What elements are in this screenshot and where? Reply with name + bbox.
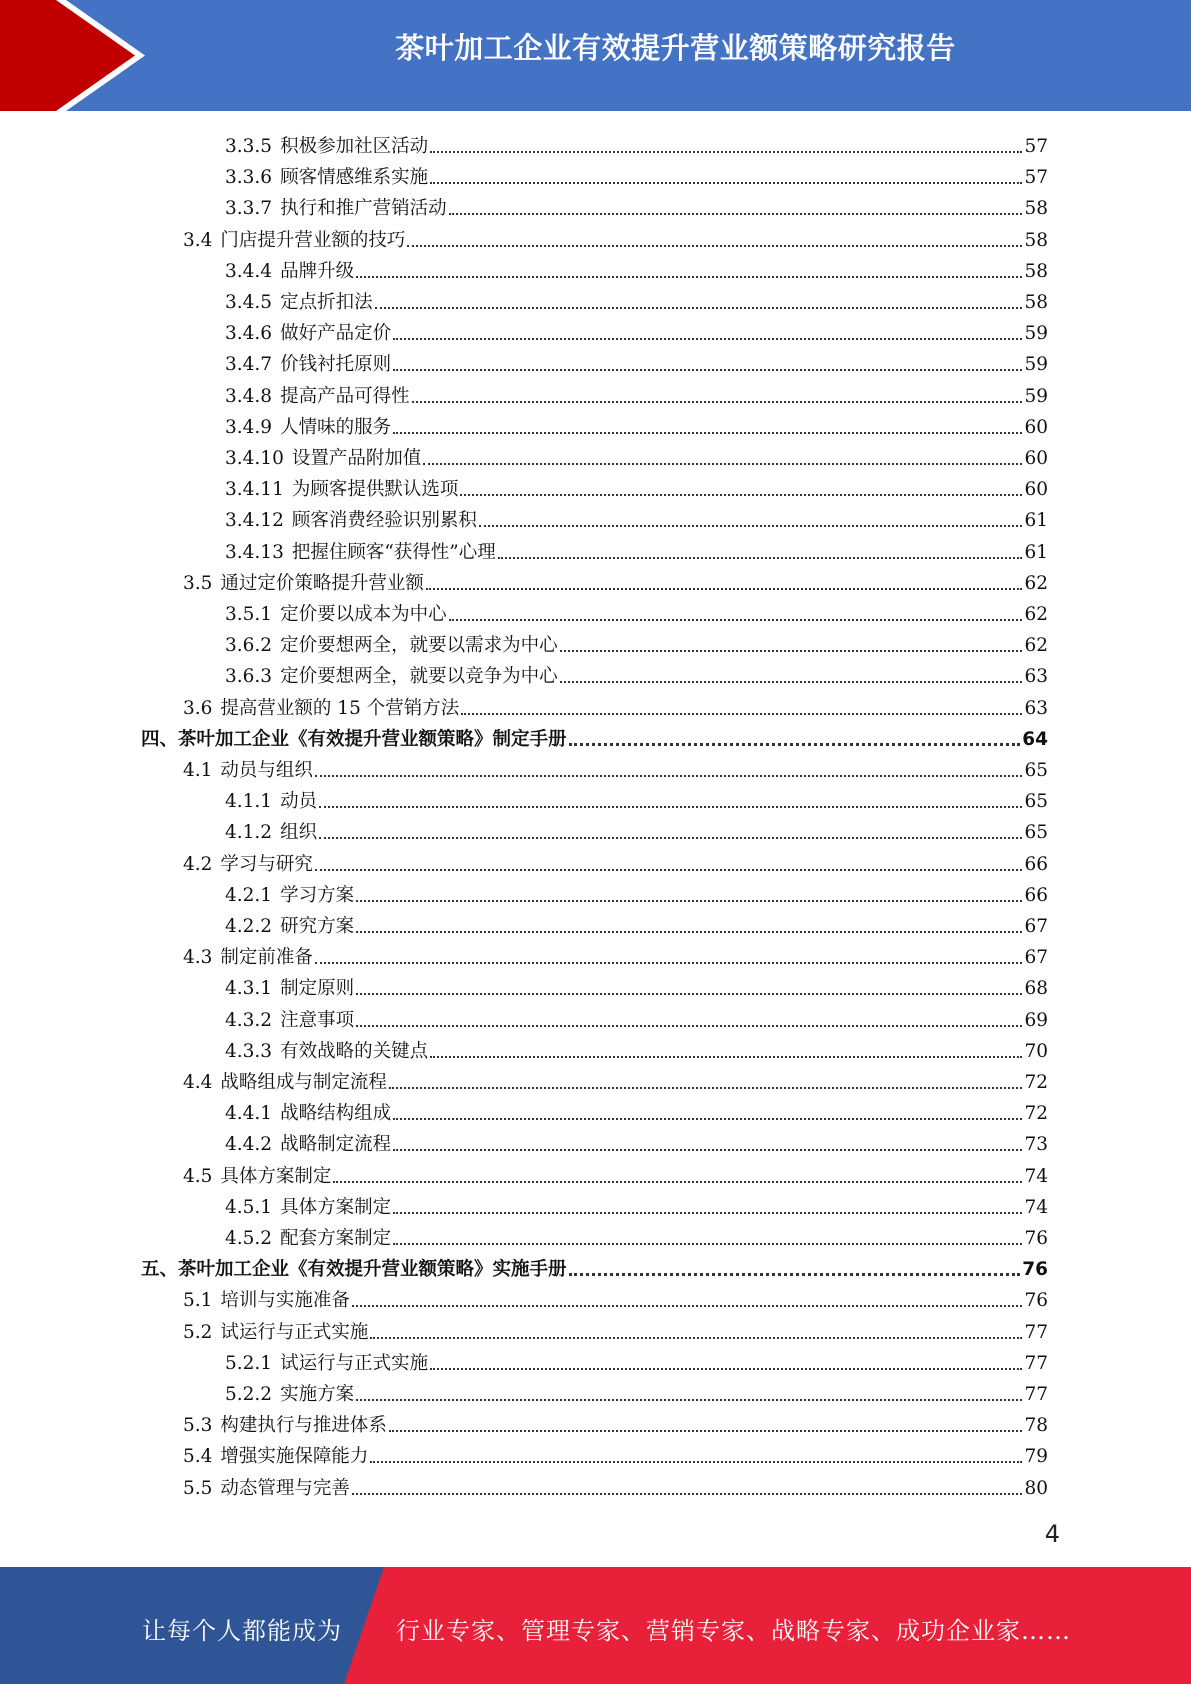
- toc-entry-number: 3.4.13: [225, 541, 284, 563]
- toc-dot-leader: [449, 619, 1023, 621]
- toc-entry-number: 3.6.2: [225, 635, 273, 657]
- toc-entry[interactable]: [183, 1282, 1048, 1312]
- toc-entry-page: 77: [1024, 1352, 1048, 1374]
- toc-entry-title: 注意事项: [280, 1009, 355, 1031]
- toc-entry-number: 5.3: [183, 1415, 213, 1437]
- toc-dot-leader: [333, 1181, 1022, 1183]
- toc-entry-title: 执行和推广营销活动: [280, 198, 447, 220]
- toc-dot-leader: [352, 1493, 1023, 1495]
- toc-entry-page: 76: [1024, 1228, 1048, 1249]
- toc-entry-number: 3.3.7: [225, 198, 273, 220]
- toc-dot-leader: [426, 588, 1023, 590]
- toc-entry-page: 60: [1024, 448, 1048, 469]
- toc-entry[interactable]: [183, 222, 1048, 252]
- toc-entry-page: 64: [1022, 728, 1048, 750]
- toc-entry-title: 配套方案制定: [280, 1228, 392, 1249]
- toc-entry[interactable]: [225, 658, 1048, 688]
- toc-entry[interactable]: [183, 1438, 1048, 1468]
- toc-entry-number: 五、: [141, 1259, 179, 1281]
- toc-entry-number: 3.4.10: [225, 448, 284, 469]
- toc-dot-leader: [352, 1305, 1023, 1307]
- toc-entry-number: 3.4: [183, 229, 213, 251]
- toc-dot-leader: [460, 494, 1022, 496]
- toc-entry-title: 构建执行与推进体系: [220, 1415, 387, 1437]
- toc-entry-page: 77: [1024, 1321, 1048, 1343]
- toc-dot-leader: [315, 775, 1023, 777]
- footer-slogan-right: 行业专家、管理专家、营销专家、战略专家、成功企业家……: [396, 1617, 1071, 1645]
- toc-entry-title: 制定前准备: [220, 947, 313, 969]
- toc-entry[interactable]: [183, 846, 1048, 876]
- toc-entry[interactable]: [183, 1314, 1048, 1344]
- toc-entry-page: 57: [1024, 136, 1048, 157]
- toc-entry-number: 3.4.6: [225, 323, 273, 345]
- document-title: 茶叶加工企业有效提升营业额策略研究报告: [395, 31, 956, 65]
- toc-entry-title: 把握住顾客“获得性”心理: [291, 541, 496, 563]
- toc-entry-title: 价钱衬托原则: [280, 354, 392, 376]
- toc-entry[interactable]: [225, 908, 1048, 938]
- toc-entry[interactable]: [225, 783, 1048, 813]
- toc-entry[interactable]: [225, 253, 1048, 283]
- toc-entry-title: 设置产品附加值: [291, 448, 422, 469]
- toc-dot-leader: [430, 151, 1022, 153]
- toc-dot-leader: [569, 1273, 1021, 1276]
- toc-entry-number: 4.3.3: [225, 1040, 273, 1062]
- toc-entry-page: 67: [1024, 947, 1048, 969]
- toc-entry[interactable]: [225, 378, 1048, 408]
- toc-entry-page: 74: [1024, 1196, 1048, 1218]
- toc-entry-title: 组织: [280, 822, 318, 844]
- toc-dot-leader: [356, 276, 1022, 278]
- toc-dot-leader: [389, 1430, 1023, 1432]
- toc-entry-page: 68: [1024, 978, 1048, 1000]
- toc-entry-page: 72: [1024, 1103, 1048, 1125]
- toc-dot-leader: [430, 1056, 1022, 1058]
- toc-entry-number: 5.4: [183, 1446, 213, 1468]
- toc-entry-title: 试运行与正式实施: [220, 1321, 369, 1343]
- toc-entry-page: 77: [1024, 1384, 1048, 1405]
- toc-entry[interactable]: [225, 1376, 1048, 1406]
- toc-entry[interactable]: [183, 565, 1048, 595]
- toc-entry-number: 四、: [141, 728, 179, 750]
- toc-dot-leader: [430, 1368, 1022, 1370]
- toc-dot-leader: [370, 1461, 1022, 1463]
- toc-entry-title: 门店提升营业额的技巧: [220, 229, 406, 251]
- toc-dot-leader: [461, 713, 1022, 715]
- toc-entry-page: 58: [1024, 229, 1048, 251]
- footer-slogan-left: 让每个人都能成为: [142, 1617, 342, 1645]
- toc-entry-title: 实施方案: [280, 1384, 355, 1405]
- toc-entry[interactable]: [225, 814, 1048, 844]
- toc-entry-title: 战略结构组成: [280, 1103, 392, 1125]
- toc-entry-title: 具体方案制定: [220, 1165, 332, 1187]
- toc-entry-page: 62: [1024, 572, 1048, 594]
- toc-entry-number: 3.4.12: [225, 510, 284, 532]
- toc-dot-leader: [393, 1149, 1022, 1151]
- toc-entry-page: 62: [1024, 635, 1048, 657]
- toc-entry-page: 58: [1024, 198, 1048, 220]
- page-number: 4: [1044, 1520, 1060, 1548]
- toc-entry[interactable]: [225, 534, 1048, 564]
- toc-entry-page: 60: [1024, 479, 1048, 501]
- toc-entry-number: 4.3.1: [225, 978, 273, 1000]
- toc-entry-page: 63: [1024, 697, 1048, 719]
- toc-entry-title: 做好产品定价: [280, 323, 392, 345]
- toc-entry-title: 顾客消费经验识别累积: [291, 510, 477, 532]
- toc-entry-page: 76: [1024, 1290, 1048, 1312]
- toc-entry-page: 61: [1024, 541, 1048, 563]
- toc-entry-number: 4.1.2: [225, 822, 273, 844]
- toc-entry-title: 战略制定流程: [280, 1134, 392, 1156]
- toc-dot-leader: [393, 1212, 1022, 1214]
- toc-entry-number: 4.3: [183, 947, 213, 969]
- toc-entry-number: 3.6.3: [225, 666, 273, 688]
- toc-entry-number: 3.4.8: [225, 385, 273, 407]
- toc-entry-number: 3.5.1: [225, 604, 273, 625]
- toc-entry-page: 65: [1024, 791, 1048, 813]
- toc-entry-page: 62: [1024, 604, 1048, 625]
- toc-entry-number: 3.6: [183, 697, 213, 719]
- toc-entry-title: 有效战略的关键点: [280, 1040, 429, 1062]
- toc-entry-number: 4.5: [183, 1165, 213, 1187]
- toc-entry-title: 动态管理与完善: [220, 1477, 350, 1499]
- toc-entry-number: 4.4.1: [225, 1103, 273, 1125]
- toc-dot-leader: [393, 432, 1022, 434]
- toc-entry-number: 4.4.2: [225, 1134, 273, 1156]
- toc-entry-page: 58: [1024, 260, 1048, 282]
- toc-dot-leader: [370, 1337, 1022, 1339]
- toc-entry-page: 76: [1022, 1259, 1048, 1281]
- toc-dot-leader: [569, 743, 1021, 746]
- toc-entry-title: 试运行与正式实施: [280, 1352, 429, 1374]
- toc-entry-title: 通过定价策略提升营业额: [220, 572, 424, 594]
- toc-entry[interactable]: [183, 1064, 1048, 1094]
- toc-entry[interactable]: [183, 752, 1048, 782]
- toc-entry[interactable]: [225, 409, 1048, 439]
- toc-entry-page: 59: [1024, 323, 1048, 345]
- toc-entry[interactable]: [225, 190, 1048, 220]
- toc-entry-title: 茶叶加工企业《有效提升营业额策略》制定手册: [178, 728, 567, 750]
- toc-entry-page: 66: [1024, 884, 1048, 906]
- toc-entry-number: 5.2.1: [225, 1352, 273, 1374]
- toc-entry-title: 人情味的服务: [280, 416, 392, 438]
- toc-dot-leader: [315, 962, 1023, 964]
- toc-entry-number: 5.5: [183, 1477, 213, 1499]
- toc-entry[interactable]: [183, 1470, 1048, 1500]
- toc-entry-number: 3.4.4: [225, 260, 273, 282]
- toc-entry[interactable]: [225, 159, 1048, 189]
- toc-entry-page: 63: [1024, 666, 1048, 688]
- toc-entry-title: 定价要想两全，就要以需求为中心: [280, 635, 558, 657]
- toc-entry-page: 78: [1024, 1415, 1048, 1437]
- toc-entry[interactable]: [141, 1251, 1048, 1281]
- toc-entry-title: 茶叶加工企业《有效提升营业额策略》实施手册: [178, 1259, 567, 1281]
- toc-entry[interactable]: [225, 596, 1048, 626]
- toc-entry-title: 培训与实施准备: [220, 1290, 350, 1312]
- toc-dot-leader: [479, 525, 1023, 527]
- toc-entry-page: 57: [1024, 167, 1048, 189]
- toc-dot-leader: [412, 401, 1023, 403]
- toc-dot-leader: [393, 1118, 1022, 1120]
- toc-dot-leader: [423, 463, 1022, 465]
- toc-entry[interactable]: [225, 1189, 1048, 1219]
- toc-entry[interactable]: [225, 1220, 1048, 1250]
- toc-entry-page: 70: [1024, 1040, 1048, 1062]
- toc-entry-title: 积极参加社区活动: [280, 136, 429, 157]
- toc-entry-number: 3.4.7: [225, 354, 273, 376]
- toc-entry-page: 65: [1024, 760, 1048, 781]
- toc-entry-page: 58: [1024, 292, 1048, 313]
- toc-entry[interactable]: [225, 877, 1048, 907]
- toc-entry[interactable]: [225, 1033, 1048, 1063]
- toc-dot-leader: [393, 338, 1022, 340]
- toc-entry[interactable]: [141, 721, 1048, 751]
- toc-dot-leader: [356, 931, 1022, 933]
- toc-entry[interactable]: [225, 627, 1048, 657]
- toc-dot-leader: [319, 806, 1022, 808]
- toc-entry-title: 战略组成与制定流程: [220, 1072, 387, 1093]
- toc-entry[interactable]: [225, 1126, 1048, 1156]
- toc-entry-number: 5.2.2: [225, 1384, 273, 1405]
- toc-entry[interactable]: [225, 471, 1048, 501]
- toc-entry-title: 增强实施保障能力: [220, 1446, 369, 1468]
- toc-entry-number: 4.5.2: [225, 1228, 273, 1249]
- toc-entry-title: 提高产品可得性: [280, 385, 410, 407]
- toc-entry-page: 59: [1024, 385, 1048, 407]
- toc-entry[interactable]: [225, 440, 1048, 470]
- toc-entry[interactable]: [183, 939, 1048, 969]
- toc-entry-number: 4.1.1: [225, 791, 273, 813]
- toc-entry-title: 为顾客提供默认选项: [291, 479, 459, 501]
- toc-entry[interactable]: [225, 128, 1048, 158]
- toc-entry-page: 60: [1024, 416, 1048, 438]
- toc-entry-number: 4.3.2: [225, 1009, 273, 1031]
- toc-entry-title: 定点折扣法: [280, 292, 373, 313]
- toc-entry-number: 4.2.2: [225, 916, 273, 937]
- toc-dot-leader: [356, 993, 1022, 995]
- toc-entry-title: 动员: [280, 791, 318, 813]
- toc-entry-page: 65: [1024, 822, 1048, 844]
- toc-entry[interactable]: [225, 502, 1048, 532]
- toc-entry[interactable]: [183, 690, 1048, 720]
- toc-entry-title: 定价要以成本为中心: [280, 604, 447, 625]
- toc-entry-page: 72: [1024, 1072, 1048, 1093]
- toc-entry-title: 学习方案: [280, 884, 355, 906]
- toc-dot-leader: [375, 307, 1023, 309]
- toc-dot-leader: [560, 650, 1023, 652]
- toc-entry-page: 67: [1024, 916, 1048, 937]
- toc-entry-page: 69: [1024, 1009, 1048, 1031]
- toc-dot-leader: [356, 900, 1022, 902]
- toc-dot-leader: [393, 1243, 1022, 1245]
- toc-entry-number: 4.2.1: [225, 884, 273, 906]
- toc-entry[interactable]: [225, 1345, 1048, 1375]
- toc-entry-title: 动员与组织: [220, 760, 313, 781]
- page-footer: [0, 1567, 1191, 1684]
- toc-dot-leader: [407, 245, 1022, 247]
- toc-dot-leader: [498, 557, 1023, 559]
- toc-entry-page: 80: [1024, 1477, 1048, 1499]
- toc-entry[interactable]: [183, 1158, 1048, 1188]
- toc-entry[interactable]: [225, 284, 1048, 314]
- toc-entry-title: 品牌升级: [280, 260, 355, 282]
- toc-entry-title: 制定原则: [280, 978, 355, 1000]
- toc-entry[interactable]: [225, 1095, 1048, 1125]
- toc-dot-leader: [560, 681, 1023, 683]
- toc-dot-leader: [430, 182, 1022, 184]
- toc-entry-number: 3.3.6: [225, 167, 273, 189]
- toc-entry-page: 59: [1024, 354, 1048, 376]
- toc-entry[interactable]: [225, 346, 1048, 376]
- toc-entry-page: 79: [1024, 1446, 1048, 1468]
- toc-dot-leader: [393, 369, 1022, 371]
- toc-entry-page: 66: [1024, 853, 1048, 875]
- toc-dot-leader: [356, 1399, 1022, 1401]
- toc-entry-number: 3.4.9: [225, 416, 273, 438]
- toc-entry-number: 4.4: [183, 1072, 213, 1093]
- toc-entry-page: 73: [1024, 1134, 1048, 1156]
- toc-entry-title: 定价要想两全，就要以竞争为中心: [280, 666, 558, 688]
- toc-entry-number: 4.2: [183, 853, 213, 875]
- toc-entry[interactable]: [225, 970, 1048, 1000]
- toc-dot-leader: [356, 1025, 1022, 1027]
- toc-entry-number: 4.5.1: [225, 1196, 273, 1218]
- toc-dot-leader: [449, 213, 1023, 215]
- toc-entry-number: 5.2: [183, 1321, 213, 1343]
- toc-entry-number: 5.1: [183, 1290, 213, 1312]
- toc-dot-leader: [389, 1087, 1023, 1089]
- toc-entry-title: 学习与研究: [220, 853, 313, 875]
- toc-entry-title: 研究方案: [280, 916, 355, 937]
- toc-entry-page: 61: [1024, 510, 1048, 532]
- toc-entry[interactable]: [183, 1407, 1048, 1437]
- toc-entry[interactable]: [225, 315, 1048, 345]
- toc-entry-number: 3.5: [183, 572, 213, 594]
- toc-entry-title: 提高营业额的 15 个营销方法: [220, 697, 460, 719]
- toc-entry-page: 74: [1024, 1165, 1048, 1187]
- toc-entry-number: 3.4.11: [225, 479, 284, 501]
- toc-dot-leader: [315, 869, 1023, 871]
- toc-entry-title: 顾客情感维系实施: [280, 167, 429, 189]
- toc-entry-number: 4.1: [183, 760, 213, 781]
- toc-entry-number: 3.4.5: [225, 292, 273, 313]
- toc-dot-leader: [319, 837, 1022, 839]
- toc-entry-number: 3.3.5: [225, 136, 273, 157]
- toc-entry[interactable]: [225, 1002, 1048, 1032]
- page-header: [0, 0, 1191, 111]
- toc-entry-title: 具体方案制定: [280, 1196, 392, 1218]
